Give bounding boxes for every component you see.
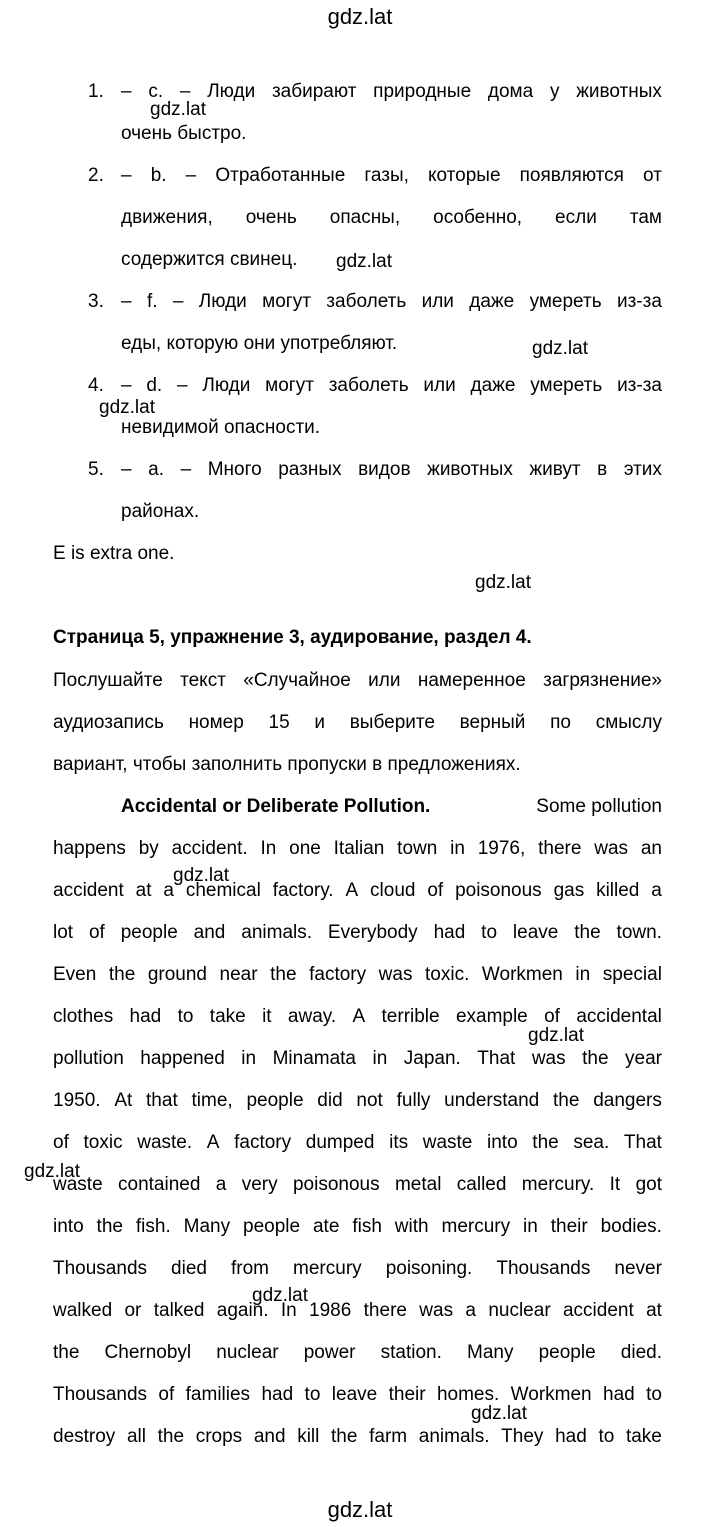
watermark: gdz.lat [252, 1285, 308, 1306]
passage-line: pollution happened in Minamata in Japan. That was the year [53, 1048, 662, 1069]
passage-line: Some pollution [536, 796, 662, 817]
passage-line: the Chernobyl nuclear power station. Many people died. [53, 1342, 662, 1363]
passage-line: Thousands of families had to leave their homes. Workmen had to [53, 1384, 662, 1405]
answer-line: районах. [121, 501, 200, 522]
answer-number: 5. [88, 459, 104, 480]
passage-first-line [121, 795, 662, 819]
passage-line: happens by accident. In one Italian town in 1976, there was an [53, 838, 662, 859]
watermark: gdz.lat [24, 1161, 80, 1182]
instruction-line: вариант, чтобы заполнить пропуски в предложениях. [53, 754, 521, 775]
watermark: gdz.lat [528, 1025, 584, 1046]
answer-number: 4. [88, 375, 104, 396]
answer-line: – b. – Отработанные газы, которые появляются от [121, 165, 662, 186]
passage-line: 1950. At that time, people did not fully understand the dangers [53, 1090, 662, 1111]
passage-title: Accidental or Deliberate Pollution. [121, 796, 431, 817]
answer-line: содержится свинец. [121, 249, 298, 270]
header-watermark: gdz.lat [327, 4, 393, 29]
watermark: gdz.lat [471, 1403, 527, 1424]
passage-line: Thousands died from mercury poisoning. Thousands never [53, 1258, 662, 1279]
instruction-line: Послушайте текст «Случайное или намеренное загрязнение» [53, 670, 662, 691]
footer-watermark: gdz.lat [327, 1497, 393, 1522]
watermark: gdz.lat [150, 99, 206, 120]
passage-line: destroy all the crops and kill the farm animals. They had to take [53, 1426, 662, 1447]
instruction-line: аудиозапись номер 15 и выберите верный по смыслу [53, 712, 662, 733]
passage-line: lot of people and animals. Everybody had to leave the town. [53, 922, 662, 943]
passage-line: clothes had to take it away. A terrible example of accidental [53, 1006, 662, 1027]
watermark: gdz.lat [475, 572, 531, 593]
answer-line: – d. – Люди могут заболеть или даже умереть из-за [121, 375, 662, 396]
section-heading: Страница 5, упражнение 3, аудирование, раздел 4. [53, 627, 532, 648]
passage-line: Even the ground near the factory was toxic. Workmen in special [53, 964, 662, 985]
answer-line: движения, очень опасны, особенно, если там [121, 207, 662, 228]
extra-note: E is extra one. [53, 543, 175, 564]
answer-number: 2. [88, 165, 104, 186]
answer-line: – с. – Люди забирают природные дома у животных [121, 81, 662, 102]
answer-line: еды, которую они употребляют. [121, 333, 398, 354]
answer-number: 1. [88, 81, 104, 102]
passage-line: accident at a chemical factory. A cloud of poisonous gas killed a [53, 880, 662, 901]
answer-number: 3. [88, 291, 104, 312]
watermark: gdz.lat [99, 397, 155, 418]
passage-line: of toxic waste. A factory dumped its waste into the sea. That [53, 1132, 662, 1153]
answer-line: невидимой опасности. [121, 417, 321, 438]
answer-line: – f. – Люди могут заболеть или даже умереть из-за [121, 291, 662, 312]
passage-line: walked or talked again. In 1986 there was a nuclear accident at [53, 1300, 662, 1321]
answer-line: – a. – Много разных видов животных живут в этих [121, 459, 662, 480]
answer-line: очень быстро. [121, 123, 247, 144]
passage-line: waste contained a very poisonous metal called mercury. It got [53, 1174, 662, 1195]
watermark: gdz.lat [532, 338, 588, 359]
watermark: gdz.lat [173, 865, 229, 886]
watermark: gdz.lat [336, 251, 392, 272]
passage-line: into the fish. Many people ate fish with mercury in their bodies. [53, 1216, 662, 1237]
